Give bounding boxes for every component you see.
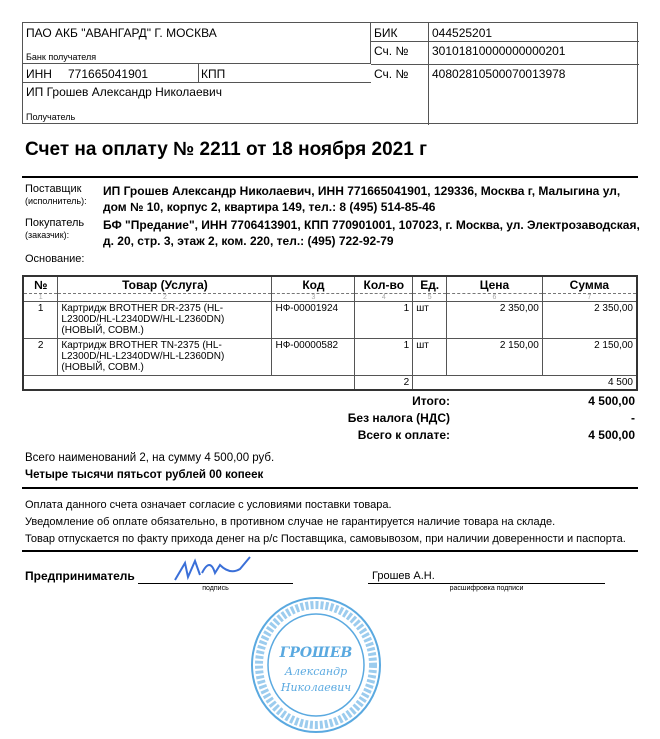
account-label: Сч. № <box>374 67 409 81</box>
col-header: Товар (Услуга) <box>58 276 272 294</box>
total-sum: 4 500 <box>413 376 637 391</box>
total-value: 4 500,00 <box>588 394 635 408</box>
col-header: Ед. <box>413 276 447 294</box>
buyer-label: Покупатель <box>25 217 85 229</box>
item-price: 2 150,00 <box>447 339 543 376</box>
handwritten-signature <box>170 555 260 585</box>
item-code: НФ-00001924 <box>272 302 355 339</box>
table-row <box>23 302 637 339</box>
bik-label: БИК <box>374 26 398 40</box>
item-code: НФ-00000582 <box>272 339 355 376</box>
item-name: Картридж BROTHER DR-2375 (HL-L2300D/HL-L2340DW/HL-L2360DN) (НОВЫЙ, СОВМ.) <box>58 302 272 339</box>
name-caption: расшифровка подписи <box>449 585 524 592</box>
name-line <box>368 583 605 584</box>
table-row <box>23 339 637 376</box>
col-number: 2 <box>58 294 272 302</box>
recipient-label: Получатель <box>26 112 76 122</box>
corr-account-label: Сч. № <box>374 44 409 58</box>
item-sum: 2 350,00 <box>542 302 637 339</box>
total-label: Итого: <box>412 394 450 408</box>
col-number: 4 <box>355 294 413 302</box>
amount-in-words: Четыре тысячи пятьсот рублей 00 копеек <box>25 469 264 481</box>
supplier-label: Поставщик <box>25 183 82 195</box>
term-line: Оплата данного счета означает согласие с условиями поставки товара. <box>25 499 392 511</box>
bank-details-table <box>22 22 638 124</box>
recipient-name: ИП Грошев Александр Николаевич <box>26 85 222 99</box>
items-table <box>22 275 638 391</box>
term-line: Товар отпускается по факту прихода денег на р/с Поставщика, самовывозом, при наличии доверенности и паспорта. <box>25 533 626 545</box>
col-header: Кол-во <box>355 276 413 294</box>
invoice-title: Счет на оплату № 2211 от 18 ноября 2021 г <box>25 139 427 160</box>
vat-value: - <box>631 411 635 425</box>
row-number: 1 <box>23 302 58 339</box>
inn-label: ИНН <box>26 67 52 81</box>
grand-total-value: 4 500,00 <box>588 428 635 442</box>
col-number: 6 <box>447 294 543 302</box>
term-line: Уведомление об оплате обязательно, в противном случае не гарантируется наличие товара на складе. <box>25 516 556 528</box>
divider <box>22 176 638 178</box>
svg-text:Николаевич: Николаевич <box>280 681 352 694</box>
account-value: 40802810500070013978 <box>432 67 566 81</box>
bik-value: 044525201 <box>432 26 493 40</box>
item-unit: шт <box>413 302 447 339</box>
item-qty: 1 <box>355 302 413 339</box>
signer-name: Грошев А.Н. <box>372 570 435 582</box>
buyer-value: БФ "Предание", ИНН 7706413901, КПП 770901001, 107023, г. Москва, ул. Электрозаводская, д. 20, стр. 3, этаж 2, ком. 220, тел.: (495) 722-92-79 <box>103 218 640 248</box>
supplier-value: ИП Грошев Александр Николаевич, ИНН 771665041901, 129336, Москва г, Малыгина ул, дом № 10, корпус 2, квартира 149, тел.: 8 (495) 514-85-46 <box>103 184 621 214</box>
col-number: 3 <box>272 294 355 302</box>
col-number: 7 <box>542 294 637 302</box>
svg-text:Александр: Александр <box>284 665 348 678</box>
divider <box>22 550 638 552</box>
items-summary: Всего наименований 2, на сумму 4 500,00 руб. <box>25 452 275 464</box>
table-total-row <box>23 376 637 391</box>
bank-name: ПАО АКБ "АВАНГАРД" Г. МОСКВА <box>26 26 217 40</box>
item-sum: 2 150,00 <box>542 339 637 376</box>
col-header: Цена <box>447 276 543 294</box>
signature-caption: подпись <box>202 585 229 592</box>
supplier-sublabel: (исполнитель): <box>25 196 87 206</box>
bank-label: Банк получателя <box>26 52 97 62</box>
vat-label: Без налога (НДС) <box>347 411 450 425</box>
item-unit: шт <box>413 339 447 376</box>
col-header: № <box>23 276 58 294</box>
total-qty: 2 <box>355 376 413 391</box>
divider <box>22 487 638 489</box>
kpp-label: КПП <box>201 67 226 81</box>
col-header: Код <box>272 276 355 294</box>
row-number: 2 <box>23 339 58 376</box>
signer-role: Предприниматель <box>25 569 135 583</box>
corr-account-value: 30101810000000000201 <box>432 44 566 58</box>
item-price: 2 350,00 <box>447 302 543 339</box>
buyer-sublabel: (заказчик): <box>25 230 70 240</box>
company-stamp <box>248 595 384 735</box>
inn-value: 771665041901 <box>68 67 149 81</box>
col-header: Сумма <box>542 276 637 294</box>
grand-total-label: Всего к оплате: <box>357 428 450 442</box>
col-number: 1 <box>23 294 58 302</box>
svg-text:ГРОШЕВ: ГРОШЕВ <box>279 645 353 661</box>
item-qty: 1 <box>355 339 413 376</box>
col-number: 5 <box>413 294 447 302</box>
item-name: Картридж BROTHER TN-2375 (HL-L2300D/HL-L2340DW/HL-L2360DN) (НОВЫЙ, СОВМ.) <box>58 339 272 376</box>
basis-label: Основание: <box>25 253 85 265</box>
